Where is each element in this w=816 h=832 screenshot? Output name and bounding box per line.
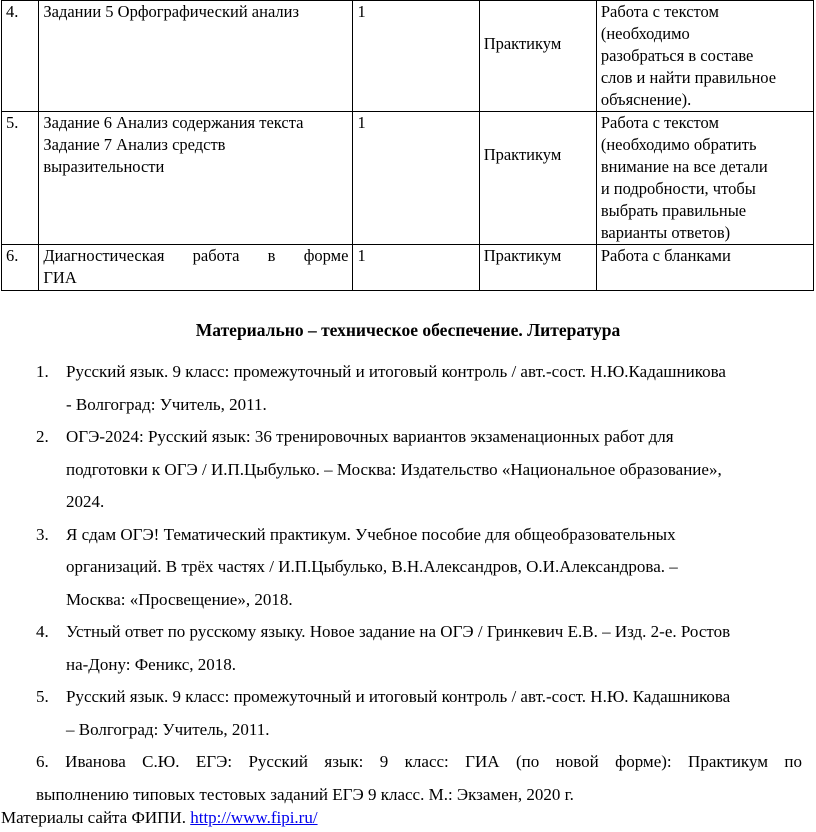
row-number: 4. <box>2 1 39 112</box>
list-item <box>36 681 802 746</box>
reference-line: Я сдам ОГЭ! Тематический практикум. Учебное пособие для общеобразовательных <box>66 524 676 544</box>
list-number: 2. <box>36 427 49 446</box>
reference-line: Москва: «Просвещение», 2018. <box>66 589 293 609</box>
work-line: и подробности, чтобы <box>600 179 756 198</box>
reference-line: Русский язык. 9 класс: промежуточный и итоговый контроль / авт.-сост. Н.Ю. Кадашникова <box>66 687 731 706</box>
reference-line: ОГЭ-2024: Русский язык: 36 тренировочных вариантов экзаменационных работ для <box>66 427 674 446</box>
row-hours: 1 <box>353 112 479 245</box>
topic-line: Задании 5 Орфографический анализ <box>43 2 299 21</box>
row-work <box>596 112 813 245</box>
list-item <box>36 356 802 421</box>
row-number: 6. <box>2 245 39 291</box>
topic-line: выразительности <box>43 157 165 176</box>
reference-list <box>36 356 802 811</box>
row-work <box>596 1 813 112</box>
fipi-link[interactable]: http://www.fipi.ru/ <box>190 808 318 827</box>
row-hours: 1 <box>353 245 479 291</box>
list-item <box>36 421 802 519</box>
row-form <box>479 112 596 245</box>
list-item <box>36 519 802 617</box>
form-label: Практикум <box>483 34 562 53</box>
work-line: Работа с текстом <box>600 113 719 132</box>
row-form <box>479 1 596 112</box>
topic-line: Задание 7 Анализ средств <box>43 135 226 154</box>
list-number: 3. <box>36 524 49 544</box>
table-row <box>2 1 814 112</box>
reference-line: выполнению типовых тестовых заданий ЕГЭ 9 класс. М.: Экзамен, 2020 г. <box>36 784 574 804</box>
reference-line: подготовки к ОГЭ / И.П.Цыбулько. – Москва: Издательство «Национальное образование», <box>66 459 722 479</box>
topic-line: ГИА <box>43 268 77 287</box>
work-line: (необходимо обратить <box>600 135 757 154</box>
list-item <box>36 746 802 811</box>
row-form <box>479 245 596 291</box>
form-label: Практикум <box>483 246 562 265</box>
work-line: Работа с текстом <box>600 2 719 21</box>
row-work <box>596 245 813 291</box>
row-topic <box>39 112 353 245</box>
work-line: Работа с бланками <box>600 246 731 265</box>
row-hours: 1 <box>353 1 479 112</box>
work-line: варианты ответов) <box>600 223 731 242</box>
footer <box>1 806 318 830</box>
form-label: Практикум <box>483 145 562 164</box>
reference-line: на-Дону: Феникс, 2018. <box>66 654 237 674</box>
list-number: 4. <box>36 622 49 641</box>
reference-line: организаций. В трёх частях / И.П.Цыбулько, В.Н.Александров, О.И.Александрова. – <box>66 557 678 576</box>
work-line: (необходимо <box>600 24 690 43</box>
list-number: 5. <box>36 687 49 706</box>
section-title: Материально – техническое обеспечение. Литература <box>195 320 621 340</box>
reference-line: Русский язык. 9 класс: промежуточный и итоговый контроль / авт.-сост. Н.Ю.Кадашникова <box>66 362 726 381</box>
topic-line: Задание 6 Анализ содержания текста <box>43 113 304 132</box>
topic-line: Диагностическая работа в форме <box>43 246 349 265</box>
table-row <box>2 112 814 245</box>
footer-label: Материалы сайта ФИПИ. <box>1 808 186 827</box>
lesson-plan-table <box>1 0 814 291</box>
work-line: слов и найти правильное <box>600 68 777 87</box>
work-line: внимание на все детали <box>600 157 768 176</box>
work-line: выбрать правильные <box>600 201 747 220</box>
list-number: 1. <box>36 362 49 381</box>
reference-line: 2024. <box>66 492 105 511</box>
reference-line: – Волгоград: Учитель, 2011. <box>66 719 270 739</box>
reference-line: - Волгоград: Учитель, 2011. <box>66 394 267 414</box>
row-number: 5. <box>2 112 39 245</box>
list-item <box>36 616 802 681</box>
reference-line: 6. Иванова С.Ю. ЕГЭ: Русский язык: 9 класс: ГИА (по новой форме): Практикум по <box>36 752 802 771</box>
row-topic <box>39 1 353 112</box>
table-row <box>2 245 814 291</box>
row-topic <box>39 245 353 291</box>
work-line: разобраться в составе <box>600 46 754 65</box>
reference-line: Устный ответ по русскому языку. Новое задание на ОГЭ / Гринкевич Е.В. – Изд. 2-е. Ростов <box>66 622 731 641</box>
work-line: объяснение). <box>600 90 692 109</box>
